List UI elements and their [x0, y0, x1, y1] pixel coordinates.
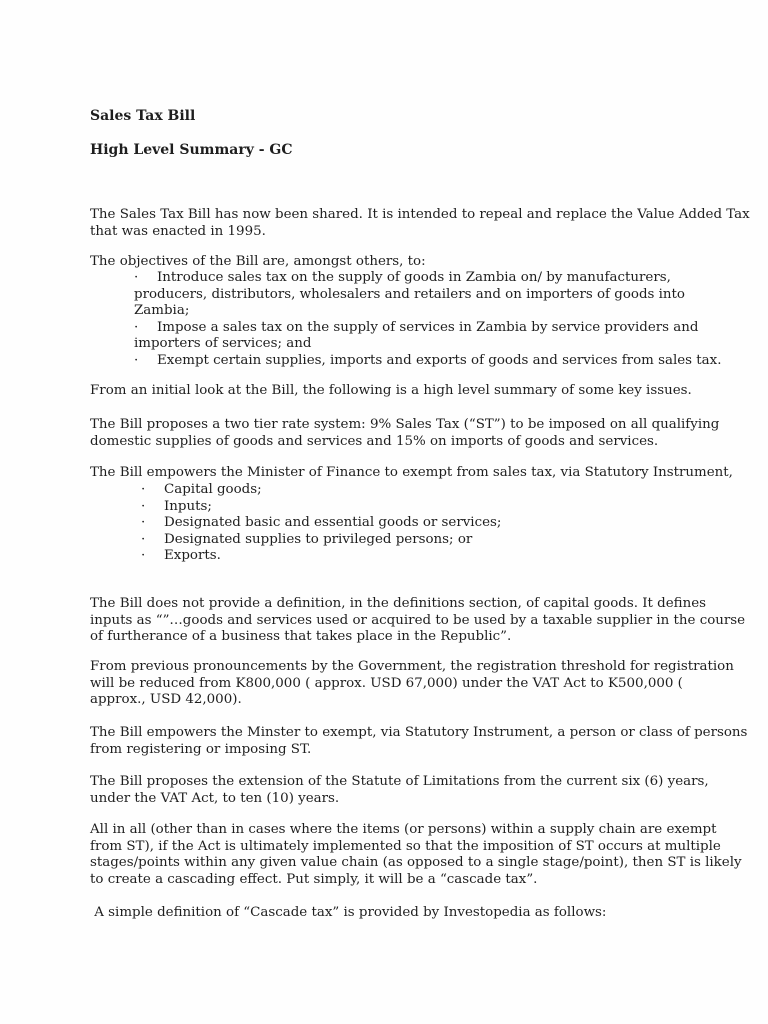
objective-item-cont: Zambia; [134, 303, 190, 318]
objective-item: · Impose a sales tax on the supply of services in Zambia by service providers and [134, 319, 699, 335]
intro-line-2: that was enacted in 1995. [90, 223, 266, 239]
rate-paragraph: The Bill proposes a two tier rate system: 9% Sales Tax (“ST”) to be imposed on all qualifying domestic supplies of goods and services and 15% on imports of goods and services. [90, 417, 720, 449]
exemption-item: · Capital goods; [141, 482, 262, 497]
intro-paragraph [90, 207, 750, 240]
objective-item-cont: importers of services; and [134, 336, 312, 351]
registration-paragraph: The Bill empowers the Minster to exempt, via Statutory Instrument, a person or class of persons from registering or imposing ST. [90, 725, 748, 757]
document-title: Sales Tax Bill [90, 108, 196, 124]
bullet-icon: · [141, 548, 146, 563]
objective-item-cont: producers, distributors, wholesalers and retailers and on importers of goods into [134, 286, 685, 302]
document-subtitle: High Level Summary - GC [90, 142, 293, 158]
bullet-icon: · [134, 319, 139, 335]
exemption-item: · Designated supplies to privileged persons; or [141, 531, 473, 547]
objective-item: · Exempt certain supplies, imports and exports of goods and services from sales tax. [134, 352, 722, 368]
threshold-paragraph: From previous pronouncements by the Government, the registration threshold for registration will be reduced from K800,000 ( approx. USD 67,000) under the VAT Act to K500,000 ( approx., USD 42,000). [90, 659, 734, 707]
limitations-paragraph: The Bill proposes the extension of the Statute of Limitations from the current six (6) years, under the VAT Act, to ten (10) years. [90, 774, 709, 806]
capital-goods-paragraph: The Bill does not provide a definition, in the definitions section, of capital goods. It defines inputs as “”…goods and services used or acquired to be used by a taxable supplier in the course of furtherance of a business that takes place in the Republic”. [90, 596, 746, 644]
summary-intro: From an initial look at the Bill, the following is a high level summary of some key issues. [90, 383, 692, 398]
objectives-list [134, 270, 721, 369]
bullet-icon: · [134, 270, 139, 285]
exemptions-list [141, 482, 501, 565]
exemption-intro: The Bill empowers the Minister of Finance to exempt from sales tax, via Statutory Instrument, [90, 465, 733, 480]
exemption-item: · Inputs; [141, 498, 212, 514]
objectives-intro: The objectives of the Bill are, amongst others, to: [90, 254, 426, 269]
exemption-item: · Designated basic and essential goods or services; [141, 515, 502, 530]
objective-item: · Introduce sales tax on the supply of goods in Zambia on/ by manufacturers, [134, 270, 671, 285]
bullet-icon: · [141, 498, 146, 514]
cascade-paragraph: All in all (other than in cases where the items (or persons) within a supply chain are exempt from ST), if the Act is ultimately implemented so that the imposition of ST occurs at multiple stages/points within any given value chain (as opposed to a single stage/point), then ST is likely to create a cascading effect. Put simply, it will be a “cascade tax”. [90, 822, 742, 887]
intro-line-1: The Sales Tax Bill has now been shared. It is intended to repeal and replace the Value Added Tax [90, 207, 750, 222]
bullet-icon: · [134, 352, 139, 368]
bullet-icon: · [141, 482, 146, 497]
bullet-icon: · [141, 531, 146, 547]
definition-intro: A simple definition of “Cascade tax” is provided by Investopedia as follows: [90, 905, 607, 920]
exemption-item: · Exports. [141, 548, 221, 563]
bullet-icon: · [141, 515, 146, 530]
